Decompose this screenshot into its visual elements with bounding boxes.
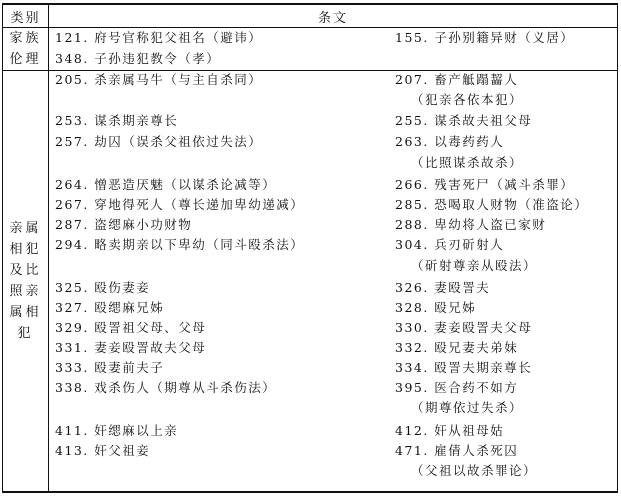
article-entry: 285. 恐喝取人财物（准盗论） xyxy=(395,197,589,212)
category-line: 相犯 xyxy=(9,242,42,257)
articles-kin-offenses xyxy=(49,71,618,493)
article-entry: 471. 雇倩人杀死囚 xyxy=(395,443,519,458)
article-entry: 411. 奸缌麻以上亲 xyxy=(55,423,179,438)
article-entry: 155. 子孙别籍异财（义居） xyxy=(395,30,575,45)
article-entry: 331. 妻妾殴詈故夫父母 xyxy=(55,340,207,355)
article-entry: 328. 殴兄姊 xyxy=(395,300,477,315)
article-entry: 266. 残害死尸（减斗杀罪） xyxy=(395,177,575,192)
article-entry: 205. 杀亲属马牛（与主自杀同） xyxy=(55,72,263,87)
article-entry: 332. 殴兄妻夫弟妹 xyxy=(395,340,519,355)
header-articles: 条文 xyxy=(49,4,618,28)
category-line: 犯 xyxy=(17,326,34,341)
article-entry: 395. 医合药不如方 xyxy=(395,380,519,395)
article-entry: 327. 殴缌麻兄姊 xyxy=(55,300,165,315)
article-entry: 207. 畜产觝蹋齧人 xyxy=(395,72,519,87)
group-row-family-ethics xyxy=(3,28,618,71)
article-note: （犯亲各依本犯） xyxy=(411,92,524,107)
article-entry: 412. 奸从祖母姑 xyxy=(395,423,505,438)
table-header-row xyxy=(3,4,618,28)
article-entry: 121. 府号官称犯父祖名（避讳） xyxy=(55,30,263,45)
article-entry: 287. 盗缌麻小功财物 xyxy=(55,217,193,232)
category-kin-offenses xyxy=(3,71,49,493)
article-entry: 338. 戏杀伤人（期尊从斗杀伤法） xyxy=(55,380,277,395)
article-note: （父祖以故杀罪论） xyxy=(411,463,538,478)
article-entry: 413. 奸父祖妾 xyxy=(55,443,151,458)
article-note: （比照谋杀故杀） xyxy=(411,155,524,170)
category-line: 伦理 xyxy=(9,52,42,67)
group-row-kin-offenses xyxy=(3,71,618,493)
article-note: （期尊依过失杀） xyxy=(411,400,524,415)
article-entry: 263. 以毒药药人 xyxy=(395,134,505,149)
article-entry: 267. 穿地得死人（尊长递加卑幼递减） xyxy=(55,197,305,212)
category-line: 属相 xyxy=(9,305,42,320)
articles-family-ethics xyxy=(49,28,618,71)
header-category: 类别 xyxy=(3,4,49,28)
category-line: 及比 xyxy=(9,263,42,278)
article-entry: 325. 殴伤妻妾 xyxy=(55,280,151,295)
article-entry: 330. 妻妾殴詈夫父母 xyxy=(395,320,533,335)
article-entry: 294. 略卖期亲以下卑幼（同斗殴杀法） xyxy=(55,237,305,252)
statute-table xyxy=(2,3,618,493)
article-entry: 253. 谋杀期亲尊长 xyxy=(55,113,179,128)
article-entry: 257. 劫囚（误杀父祖依过失法） xyxy=(55,134,263,149)
article-entry: 304. 兵刃斫射人 xyxy=(395,237,505,252)
article-entry: 326. 妻殴詈夫 xyxy=(395,280,491,295)
category-family-ethics xyxy=(3,28,49,71)
article-entry: 333. 殴妻前夫子 xyxy=(55,360,165,375)
article-entry: 334. 殴詈夫期亲尊长 xyxy=(395,360,533,375)
article-entry: 329. 殴詈祖父母、父母 xyxy=(55,320,207,335)
article-entry: 348. 子孙违犯教令（孝） xyxy=(55,51,221,66)
article-entry: 288. 卑幼将人盗已家财 xyxy=(395,217,547,232)
category-line: 家族 xyxy=(9,31,42,46)
category-line: 照亲 xyxy=(9,284,42,299)
article-note: （斫射尊亲从殴法） xyxy=(411,258,538,273)
category-line: 亲属 xyxy=(9,221,42,236)
article-entry: 255. 谋杀故夫祖父母 xyxy=(395,113,533,128)
article-entry: 264. 憎恶造厌魅（以谋杀论减等） xyxy=(55,177,277,192)
